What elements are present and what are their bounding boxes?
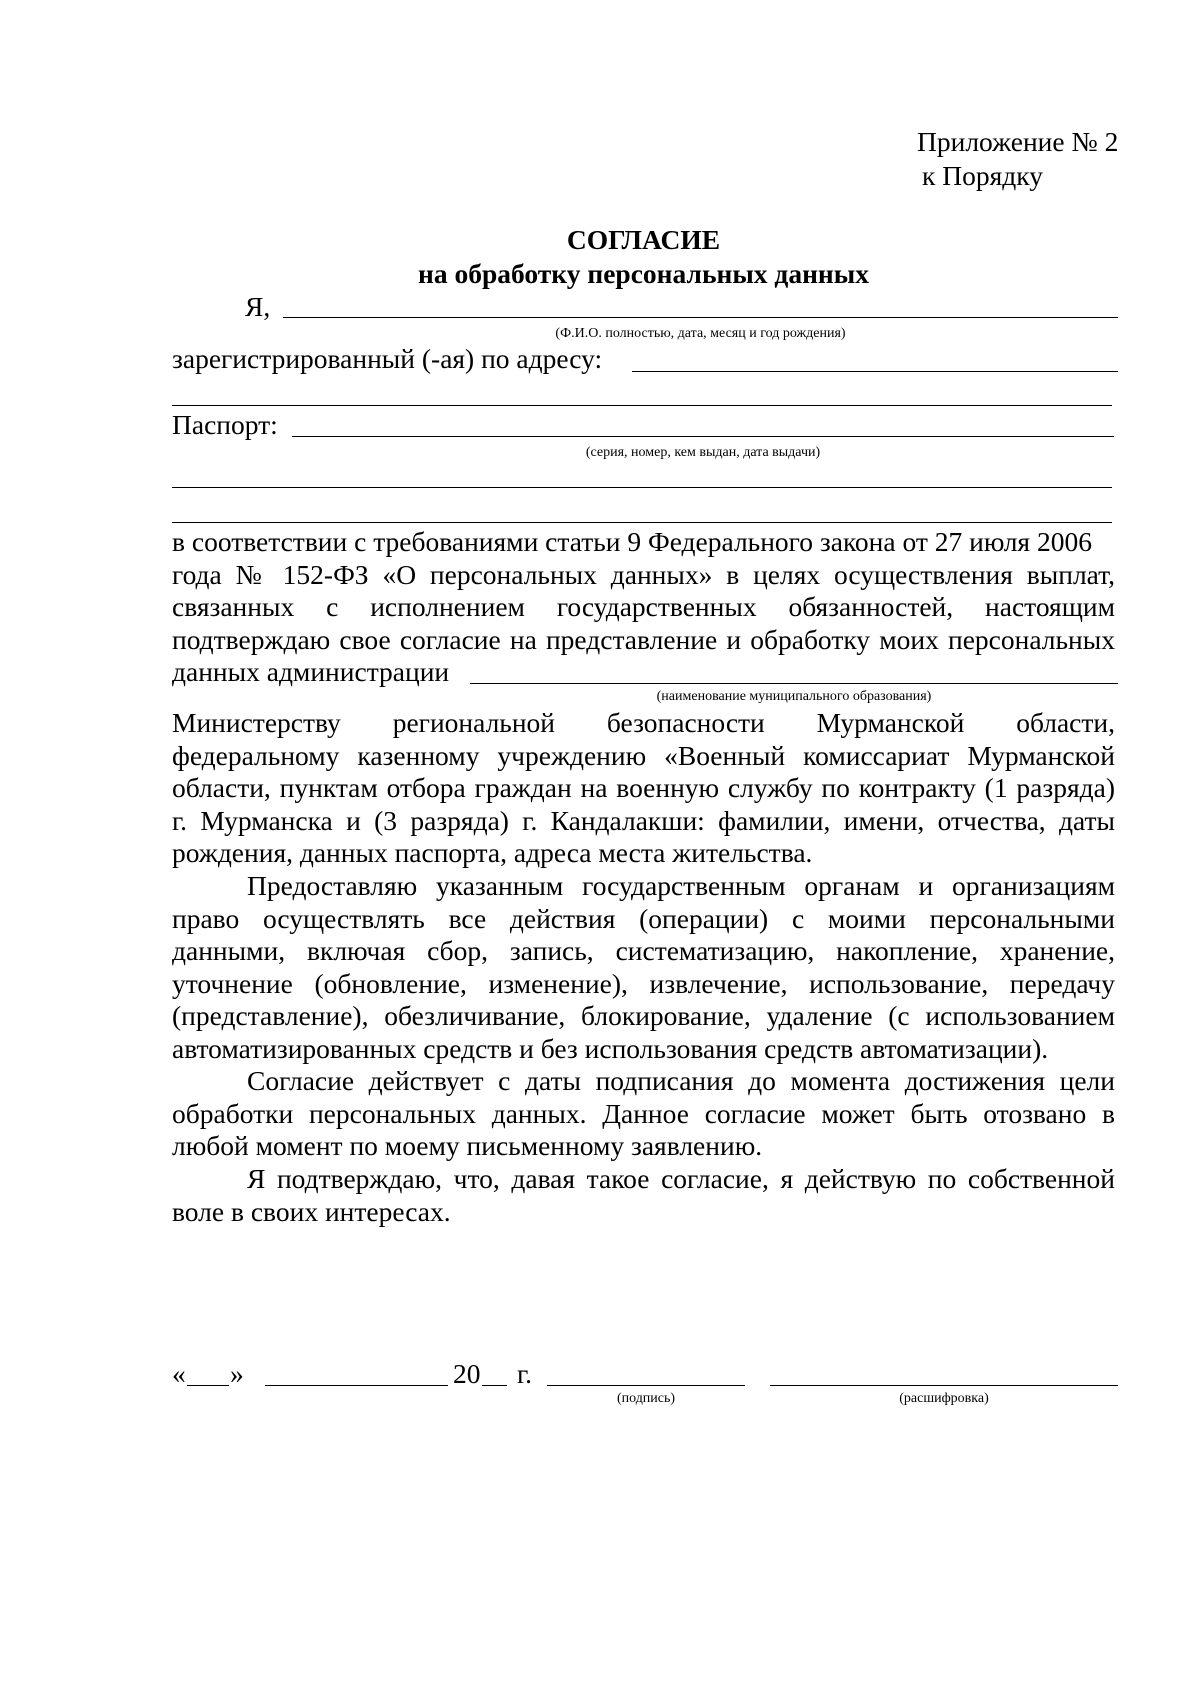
text-line: области, пунктам отбора граждан на военную службу по контракту (1 разряда) <box>172 772 1115 803</box>
text-line: обработки персональных данных. Данное согласие может быть отозвано в <box>172 1097 1115 1129</box>
year-input-line[interactable] <box>482 1385 507 1386</box>
address-label: зарегистрированный (-ая) по адресу: <box>172 343 603 374</box>
address-input-line[interactable] <box>632 371 1118 372</box>
text-line: г. Мурманска и (3 разряда) г. Кандалакши: фамилии, имени, отчества, даты <box>172 804 1115 836</box>
text-line: (представление), обезличивание, блокирование, удаление (с использованием <box>172 1000 1115 1031</box>
municipality-input-line[interactable] <box>470 683 1118 684</box>
text-line: воле в своих интересах. <box>172 1195 451 1227</box>
text-line: Согласие действует с даты подписания до момента достижения цели <box>247 1065 1115 1096</box>
text-line: автоматизированных средств и без использования средств автоматизации). <box>172 1032 1049 1064</box>
passport-input-line-2[interactable] <box>172 487 1112 488</box>
order-label: к Порядку <box>922 160 1043 191</box>
fio-input-line[interactable] <box>283 317 1118 318</box>
address-input-line-2[interactable] <box>172 405 1112 406</box>
text-line: федеральному казенному учреждению «Военный комиссариат Мурманской <box>172 739 1115 771</box>
text-line: любой момент по моему письменному заявлению. <box>172 1130 763 1161</box>
passport-hint: (серия, номер, кем выдан, дата выдачи) <box>585 445 821 460</box>
paragraph-confirmation <box>172 1163 1115 1228</box>
i-label: Я, <box>245 291 271 322</box>
text-line: Я подтверждаю, что, давая такое согласие, я действую по собственной <box>247 1163 1115 1194</box>
text-line: подтверждаю свое согласие на представление и обработку моих персональных <box>172 623 1115 655</box>
appendix-label: Приложение № 2 <box>917 126 1119 157</box>
document-subtitle: на обработку персональных данных <box>418 258 869 289</box>
year-prefix: 20 <box>453 1358 481 1389</box>
paragraph-legal-basis <box>172 526 1115 656</box>
paragraph-recipients <box>172 707 1115 870</box>
passport-label: Паспорт: <box>172 409 278 440</box>
text-line: Министерству региональной безопасности Мурманской области, <box>172 707 1115 738</box>
paragraph-rights <box>172 870 1115 1065</box>
paragraph-validity <box>172 1065 1115 1163</box>
year-suffix: г. <box>517 1358 533 1389</box>
municipality-hint: (наименование муниципального образования) <box>656 689 932 704</box>
month-input-line[interactable] <box>265 1385 448 1386</box>
day-input-line[interactable] <box>187 1385 229 1386</box>
text-line: рождения, данных паспорта, адреса места жительства. <box>172 837 813 868</box>
passport-input-line[interactable] <box>292 436 1114 437</box>
signature-hint: (подпись) <box>616 1391 676 1406</box>
decoding-hint: (расшифровка) <box>899 1391 989 1406</box>
text-line: данными, включая сбор, запись, систематизацию, накопление, хранение, <box>172 935 1115 966</box>
text-line: связанных с исполнением государственных обязанностей, настоящим <box>172 591 1115 622</box>
signature-input-line[interactable] <box>547 1385 745 1386</box>
date-open-quote: « <box>172 1358 186 1389</box>
decoding-input-line[interactable] <box>770 1385 1118 1386</box>
text-line: право осуществлять все действия (операции) с моими персональными <box>172 902 1115 934</box>
text-line: года № 152-ФЗ «О персональных данных» в целях осуществления выплат, <box>172 558 1115 590</box>
document-title: СОГЛАСИЕ <box>566 224 721 255</box>
text-line: уточнение (обновление, изменение), извлечение, использование, передачу <box>172 967 1115 999</box>
passport-input-line-3[interactable] <box>172 522 1112 523</box>
text-line: Предоставляю указанным государственным органам и организациям <box>247 870 1115 901</box>
text-line: в соответствии с требованиями статьи 9 Федерального закона от 27 июля 2006 <box>172 526 1092 557</box>
date-close-quote: » <box>230 1358 244 1389</box>
administration-label: данных администрации <box>172 656 450 687</box>
fio-hint: (Ф.И.О. полностью, дата, месяц и год рождения) <box>555 326 846 341</box>
